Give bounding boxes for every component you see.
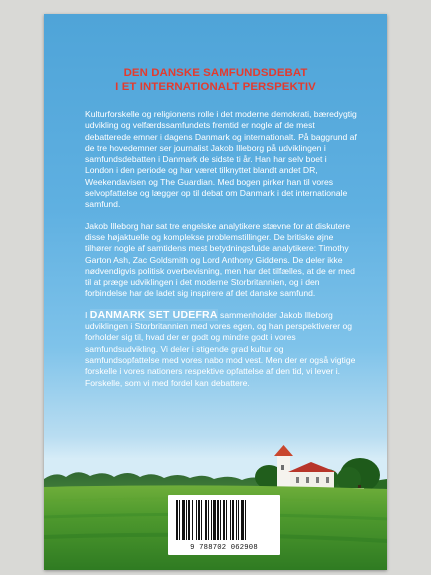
barcode-bar [236,500,237,540]
barcode-bar [201,500,202,540]
barcode-bar [245,500,246,540]
barcode [168,495,280,555]
barcode-digits: 9 788702 062908 [190,544,258,552]
barcode-bar [205,500,207,540]
book-back-cover [44,14,387,570]
barcode-bar [223,500,225,540]
barcode-bar [179,500,180,540]
paragraph-3-lead: I [85,309,90,320]
barcode-bar [232,500,234,540]
cover-headline [44,66,387,94]
barcode-bar [211,500,212,540]
headline-line-1: DEN DANSKE SAMFUNDSDEBAT [123,67,308,79]
barcode-bar [208,500,209,540]
barcode-bar [213,500,216,540]
barcode-bar [220,500,221,540]
barcode-bar [186,500,187,540]
barcode-bar [182,500,185,540]
blurb-text [85,109,357,399]
paragraph-3-rest: sammenholder Jakob Illeborg udviklingen i Storbritannien med vores egen, og han perspektiverer og forholder sig til, hvad der er godt og mindre godt i vores samfundsudvikling. Vi deler i stigende grad kultur og samfundsopfattelse med vores nabo mod vest. Men der er også vigtige forskelle i vores nationers respektive opfattelse af den tid, vi lever i. Forskelle, som vi med fordel kan debattere. [85,309,356,388]
barcode-bar [188,500,190,540]
barcode-bars [174,500,274,542]
barcode-bar [198,500,200,540]
blurb-paragraph-3 [85,310,357,389]
barcode-bar [192,500,193,540]
barcode-bar [176,500,178,540]
barcode-bar [230,500,231,540]
blurb-paragraph-2: Jakob Illeborg har sat tre engelske analytikere stævne for at diskutere disse højaktuelle og komplekse problemstillinger. De britiske øjne tilhører nogle af samtidens mest betydningsfulde analytikere: Timothy Garton Ash, Zac Goldsmith og Lord Anthony Giddens. De deler ikke nødvendigvis politisk overbevisning, men har det tilfælles, at de er med til at præge udviklingen i det moderne Storbritannien, og i den forbindelse har de ladet sig inspirere af det danske samfund. [85,220,355,299]
barcode-bar [238,500,239,540]
headline-line-2: I ET INTERNATIONALT PERSPEKTIV [115,81,316,93]
barcode-bar [241,500,244,540]
barcode-bar [196,500,197,540]
barcode-bar [217,500,219,540]
blurb-paragraph-1: Kulturforskelle og religionens rolle i det moderne demokrati, bæredygtig udvikling og velfærdssamfundets fremtid er nogle af de mest debatterede emner i dagens Danmark og internationalt. På baggrund af de tre hovedemner ser journalist Jakob Illeborg på udviklingen i samfundsdebatten i Danmark de sidste ti år. Han har selv boet i London i den periode og har været tilknyttet blandt andet DR, Weekendavisen og The Guardian. Med bogen pirker han til vores selvopfattelse og lægger op til debat om Danmark i det internationale samfund. [85,109,357,210]
book-title-reference: DANMARK SET UDEFRA [89,308,218,321]
barcode-bar [226,500,227,540]
